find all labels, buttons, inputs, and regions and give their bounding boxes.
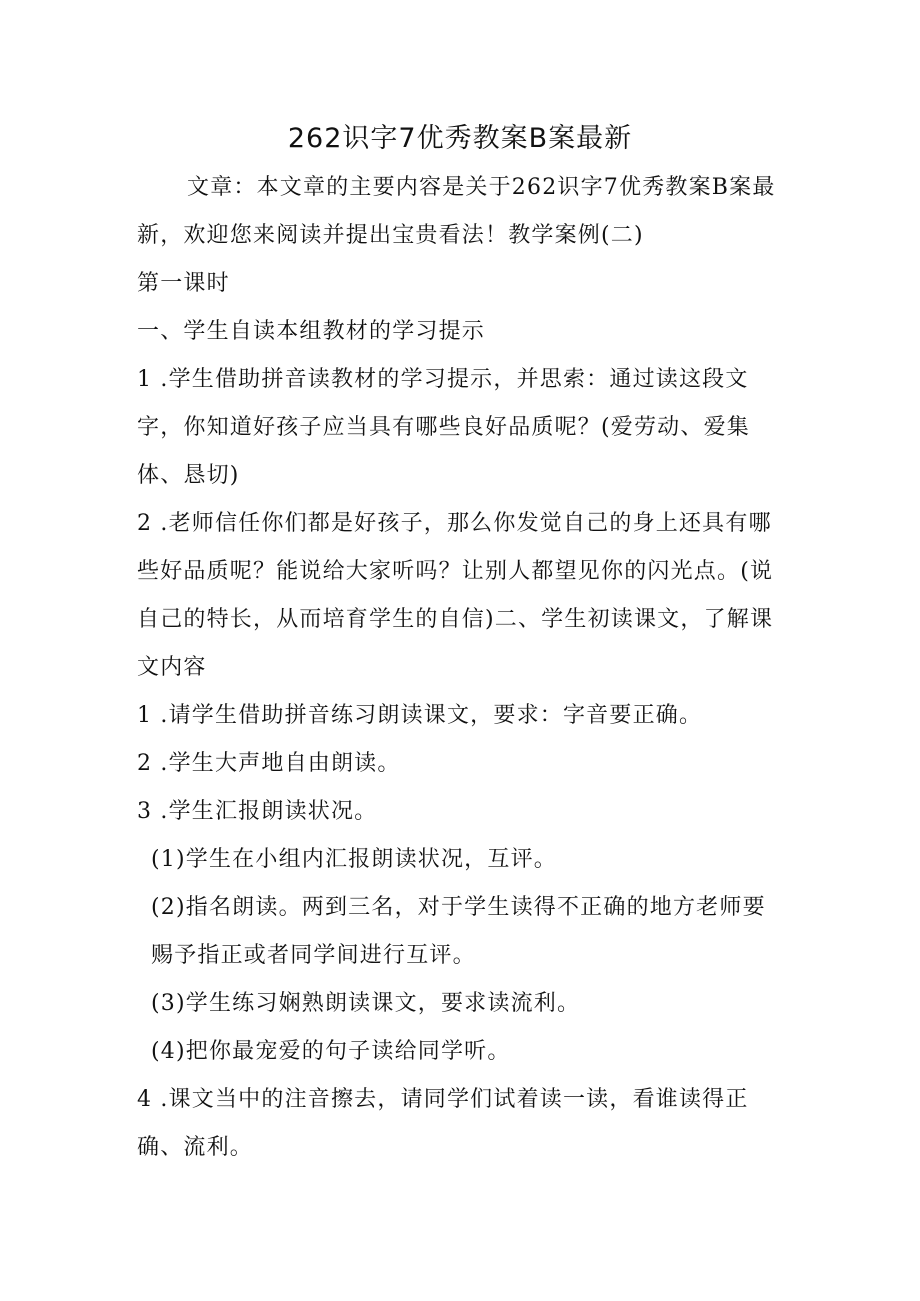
section-heading: 一、学生自读本组教材的学习提示 (137, 319, 486, 344)
sub-list-item: (1)学生在小组内汇报朗读状况，互评。 (151, 847, 557, 872)
document-body (137, 164, 787, 1172)
sub-list-item: (3)学生练习娴熟朗读课文，要求读流利。 (151, 991, 581, 1016)
document-title: 262识字7优秀教案B案最新 (287, 123, 633, 154)
sub-list-item: (2)指名朗读。两到三名，对于学生读得不正确的地方老师要赐予指正或者同学间进行互评。 (151, 895, 766, 968)
list-item: 3 .学生汇报朗读状况。 (137, 799, 378, 824)
list-item: 1 .学生借助拼音读教材的学习提示，并思索：通过读这段文字，你知道好孩子应当具有哪些良好品质呢？(爱劳动、爱集体、恳切) (137, 367, 750, 488)
list-item: 2 .老师信任你们都是好孩子，那么你发觉自己的身上还具有哪些好品质呢？能说给大家听吗？让别人都望见你的闪光点。(说自己的特长，从而培育学生的自信)二、学生初读课文，了解课文内容 (137, 511, 774, 680)
intro-paragraph: 文章：本文章的主要内容是关于262识字7优秀教案B案最新，欢迎您来阅读并提出宝贵看法！教学案例(二) (137, 175, 776, 248)
list-item: 4 .课文当中的注音擦去，请同学们试着读一读，看谁读得正确、流利。 (137, 1087, 749, 1160)
list-item: 1 .请学生借助拼音练习朗读课文，要求：字音要正确。 (137, 703, 703, 728)
sub-list-item: (4)把你最宠爱的句子读给同学听。 (151, 1039, 511, 1064)
lesson-heading: 第一课时 (137, 271, 230, 296)
list-item: 2 .学生大声地自由朗读。 (137, 751, 401, 776)
